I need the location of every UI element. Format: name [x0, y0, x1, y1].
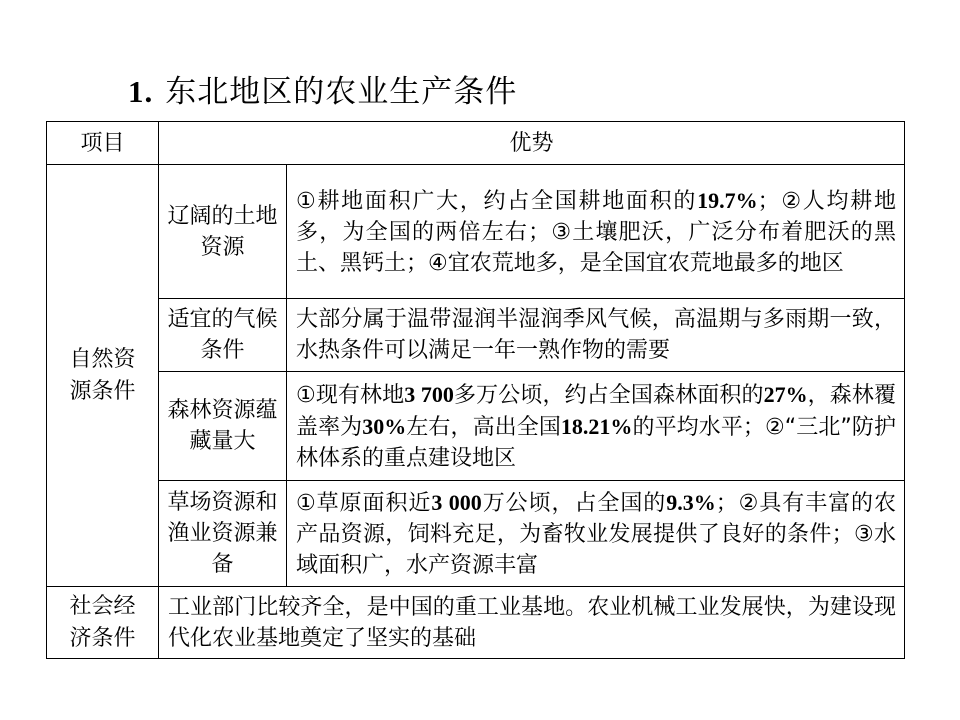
sub-item-climate: 适宜的气候条件	[159, 299, 287, 372]
header-advantage: 优势	[159, 122, 905, 165]
table-row	[47, 165, 905, 299]
desc-social	[159, 587, 905, 659]
text-segment: ①现有林地	[296, 382, 405, 408]
text-segment: 大部分属于温带湿润半湿润季风气候，高温期与多雨期一致，水热条件可以满足一年一熟作物的需要	[296, 307, 897, 363]
text-segment: ①耕地面积广大，约占全国耕地面积的	[296, 188, 698, 214]
bold-number: 3 000	[431, 489, 482, 515]
text-segment: ；②具有丰富的农产品资源，饲料充足，为畜牧业发展提供了良好的条件；③水域面积广，水产资源丰富	[296, 490, 897, 578]
text-segment: ，森林覆盖率为	[296, 382, 897, 440]
sub-item-land: 辽阔的土地资源	[159, 165, 287, 299]
bold-number: 9.3%	[666, 489, 716, 515]
table-row	[47, 372, 905, 481]
text-segment: 工业部门比较齐全，是中国的重工业基地。农业机械工业发展快，为建设现代化农业基地奠定了坚实的基础	[168, 594, 897, 651]
desc-grass-fish	[287, 481, 905, 587]
bold-number: 3 700	[404, 381, 454, 407]
header-item: 项目	[47, 122, 159, 165]
text-segment: 的平均水平；②“三北”防护林体系的重点建设地区	[296, 414, 896, 471]
title-number: 1.	[128, 74, 154, 109]
table-row	[47, 587, 905, 659]
text-segment: ①草原面积近	[296, 490, 432, 516]
sub-item-forest: 森林资源蕴藏量大	[159, 372, 287, 481]
desc-land	[287, 165, 905, 299]
table-row	[47, 481, 905, 587]
text-segment: ；②人均耕地多，为全国的两倍左右；③土壤肥沃，广泛分布着肥沃的黑土、黑钙土；④宜农荒地多，是全国宜农荒地最多的地区	[296, 188, 897, 276]
title-text: 东北地区的农业生产条件	[165, 74, 518, 110]
category-social: 社会经济条件	[47, 587, 159, 659]
bold-number: 27%	[763, 381, 808, 407]
desc-forest	[287, 372, 905, 481]
table-header-row	[47, 122, 905, 165]
bold-number: 18.21%	[560, 413, 633, 439]
agriculture-conditions-table	[46, 121, 905, 659]
desc-climate	[287, 299, 905, 372]
sub-item-grass-fish: 草场资源和渔业资源兼备	[159, 481, 287, 587]
text-segment: 万公顷，占全国的	[481, 490, 667, 516]
table-row	[47, 299, 905, 372]
bold-number: 19.7%	[697, 187, 758, 213]
text-segment: 多万公顷，约占全国森林面积的	[453, 382, 764, 408]
slide-title	[128, 66, 517, 111]
category-natural: 自然资源条件	[47, 165, 159, 587]
text-segment: 左右，高出全国	[406, 414, 561, 440]
bold-number: 30%	[362, 413, 407, 439]
